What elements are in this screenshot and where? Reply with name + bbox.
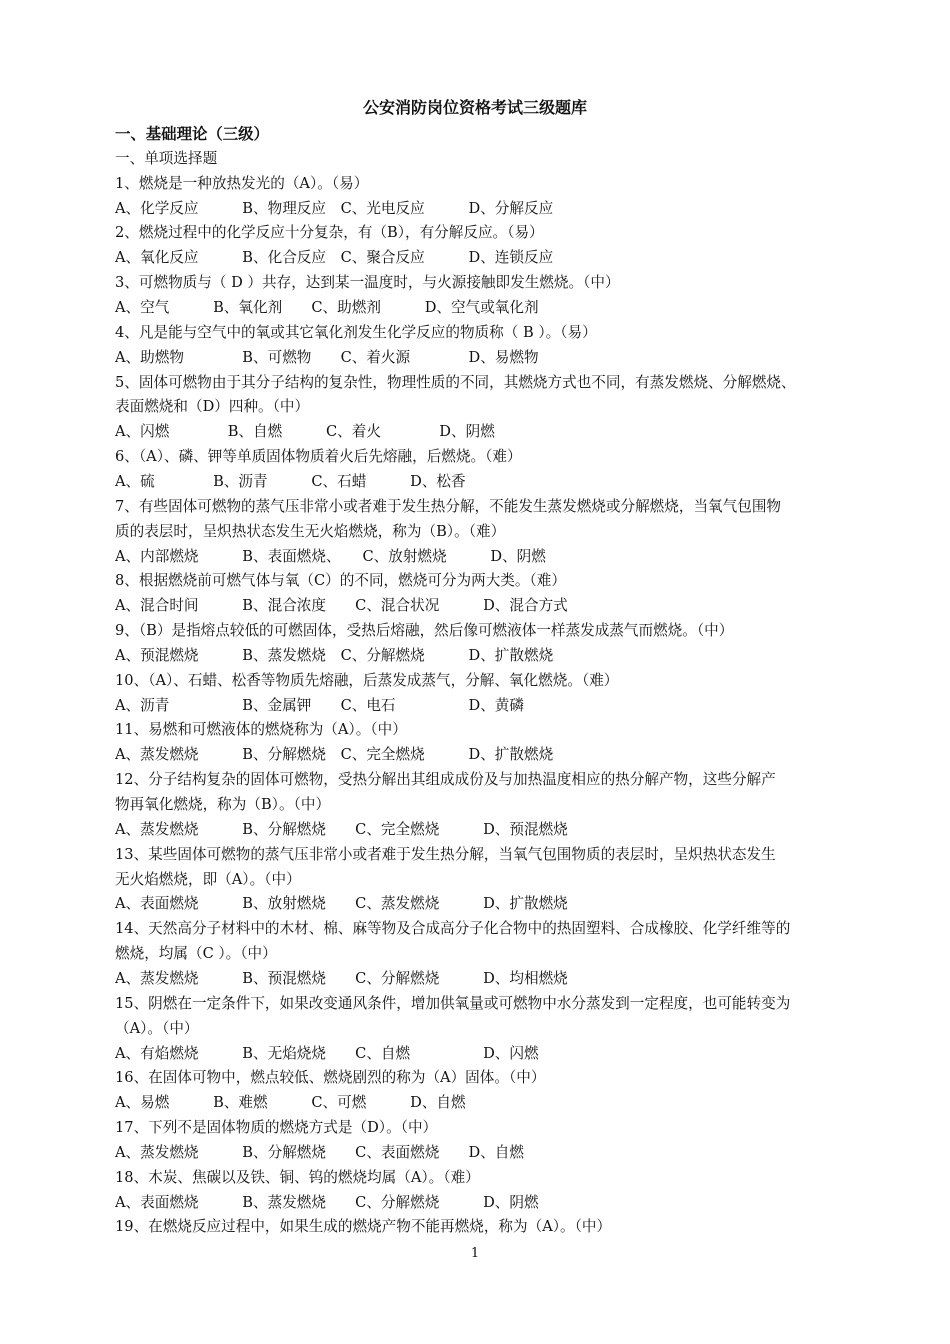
text-line: 3、可燃物质与（ D ）共存，达到某一温度时，与火源接触即发生燃烧。（中） <box>115 274 620 292</box>
text-line: 燃烧，均属（C ）。（中） <box>115 945 277 963</box>
text-line: A、内部燃烧 B、表面燃烧、 C、放射燃烧 D、阴燃 <box>115 547 546 565</box>
text-line: 4、凡是能与空气中的氧或其它氧化剂发生化学反应的物质称（ B ）。（易） <box>115 323 597 341</box>
text-line: A、蒸发燃烧 B、分解燃烧 C、完全燃烧 D、扩散燃烧 <box>115 746 554 764</box>
text-line: A、混合时间 B、混合浓度 C、混合状况 D、混合方式 <box>115 597 568 615</box>
text-line: 12、分子结构复杂的固体可燃物，受热分解出其组成成份及与加热温度相应的热分解产物，这些分解产 <box>115 771 776 789</box>
text-line: A、蒸发燃烧 B、分解燃烧 C、完全燃烧 D、预混燃烧 <box>115 820 568 838</box>
text-line: 15、阴燃在一定条件下，如果改变通风条件，增加供氧量或可燃物中水分蒸发到一定程度，也可能转变为 <box>115 994 791 1012</box>
text-line: 19、在燃烧反应过程中，如果生成的燃烧产物不能再燃烧，称为（A）。（中） <box>115 1218 612 1236</box>
text-line: 1、燃烧是一种放热发光的（A）。（易） <box>115 174 369 192</box>
text-line: 18、木炭、焦碳以及铁、铜、钨的燃烧均属（A）。（难） <box>115 1168 480 1186</box>
text-line: 14、天然高分子材料中的木材、棉、麻等物及合成高分子化合物中的热固塑料、合成橡胶、化学纤维等的 <box>115 920 791 938</box>
text-line: 17、下列不是固体物质的燃烧方式是（D）。（中） <box>115 1119 438 1136</box>
text-line: 5、固体可燃物由于其分子结构的复杂性，物理性质的不同，其燃烧方式也不同，有蒸发燃烧、分解燃烧、 <box>115 373 796 391</box>
text-line: 16、在固体可物中，燃点较低、燃烧剧烈的称为（A）固体。（中） <box>115 1069 546 1087</box>
text-line: 无火焰燃烧，即（A）。（中） <box>115 870 301 888</box>
text-line: A、表面燃烧 B、放射燃烧 C、蒸发燃烧 D、扩散燃烧 <box>115 895 568 913</box>
section-heading: 一、基础理论（三级） <box>115 125 269 143</box>
text-line: A、空气 B、氧化剂 C、助燃剂 D、空气或氧化剂 <box>115 299 539 316</box>
text-line: 质的表层时，呈炽热状态发生无火焰燃烧，称为（B）。（难） <box>115 522 506 540</box>
text-line: A、易燃 B、难燃 C、可燃 D、自燃 <box>115 1094 466 1112</box>
text-line: 8、根据燃烧前可燃气体与氧（C）的不同，燃烧可分为两大类。（难） <box>115 572 566 590</box>
text-line: A、氧化反应 B、化合反应 C、聚合反应 D、连锁反应 <box>115 249 554 267</box>
text-line: A、有焰燃烧 B、无焰烧烧 C、自燃 D、闪燃 <box>115 1044 539 1062</box>
text-line: 11、易燃和可燃液体的燃烧称为（A）。（中） <box>115 721 407 739</box>
text-line: （A）。（中） <box>115 1019 199 1037</box>
text-line: 9、（B）是指熔点较低的可燃固体，受热后熔融，然后像可燃液体一样蒸发成蒸气而燃烧。（中） <box>115 622 734 639</box>
text-line: A、蒸发燃烧 B、预混燃烧 C、分解燃烧 D、均相燃烧 <box>115 969 568 987</box>
text-line: 7、有些固体可燃物的蒸气压非常小或者难于发生热分解，不能发生蒸发燃烧或分解燃烧，当氧气包围物 <box>115 497 782 515</box>
text-line: 一、单项选择题 <box>115 149 218 167</box>
text-line: A、助燃物 B、可燃物 C、着火源 D、易燃物 <box>115 348 539 366</box>
text-line: 13、某些固体可燃物的蒸气压非常小或者难于发生热分解，当氧气包围物质的表层时，呈炽热状态发生 <box>115 845 776 863</box>
text-line: 6、（A）、磷、钾等单质固体物质着火后先熔融，后燃烧。（难） <box>115 448 522 466</box>
text-line: A、硫 B、沥青 C、石蜡 D、松香 <box>115 472 466 490</box>
text-line: A、沥青 B、金属钾 C、电石 D、黄磷 <box>115 696 524 714</box>
text-line: A、表面燃烧 B、蒸发燃烧 C、分解燃烧 D、阴燃 <box>115 1193 539 1211</box>
text-line: A、预混燃烧 B、蒸发燃烧 C、分解燃烧 D、扩散燃烧 <box>115 646 554 664</box>
text-line: A、化学反应 B、物理反应 C、光电反应 D、分解反应 <box>115 199 554 217</box>
text-line: 2、燃烧过程中的化学反应十分复杂，有（B），有分解反应。（易） <box>115 224 544 242</box>
text-line: 物再氧化燃烧，称为（B）。（中） <box>115 796 331 813</box>
text-line: A、闪燃 B、自燃 C、着火 D、阴燃 <box>115 423 495 441</box>
text-line: 表面燃烧和（D）四种。（中） <box>115 398 310 416</box>
page-number: 1 <box>470 1246 480 1261</box>
text-line: 10、（A）、石蜡、松香等物质先熔融，后蒸发成蒸气，分解、氧化燃烧。（难） <box>115 671 619 689</box>
text-line: A、蒸发燃烧 B、分解燃烧 C、表面燃烧 D、自燃 <box>115 1143 524 1161</box>
document-title: 公安消防岗位资格考试三级题库 <box>362 98 587 117</box>
